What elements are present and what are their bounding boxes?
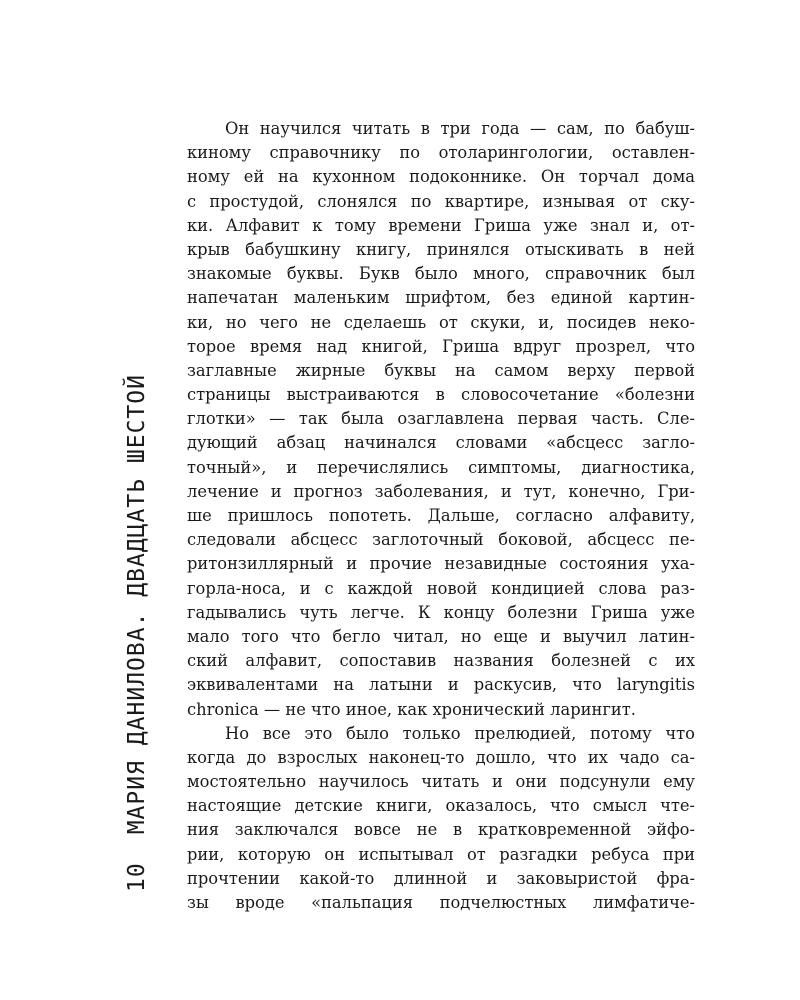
text-line: ному ей на кухонном подоконнике. Он торчал дома bbox=[187, 167, 695, 187]
text-line: дующий абзац начинался словами «абсцесс загло- bbox=[187, 433, 695, 453]
text-line: гадывались чуть легче. К концу болезни Гриша уже bbox=[187, 602, 695, 622]
text-line: лечение и прогноз заболевания, и тут, конечно, Гри- bbox=[187, 481, 695, 501]
text-line: рии, которую он испытывал от разгадки ребуса при bbox=[187, 844, 695, 864]
text-line: страницы выстраиваются в словосочетание «болезни bbox=[187, 385, 695, 405]
text-line: с простудой, слонялся по квартире, изнывая от ску- bbox=[187, 191, 695, 211]
text-line: когда до взрослых наконец-то дошло, что их чадо са- bbox=[187, 747, 695, 767]
text-line: Но все это было только прелюдией, потому что bbox=[225, 723, 695, 743]
text-line: зы вроде «пальпация подчелюстных лимфатиче- bbox=[187, 893, 695, 912]
text-line: мостоятельно научилось читать и они подсунули ему bbox=[187, 772, 695, 792]
text-line: глотки» — так была озаглавлена первая часть. Сле- bbox=[187, 409, 695, 429]
text-line: торое время над книгой, Гриша вдруг прозрел, что bbox=[187, 336, 695, 356]
text-line: chronica — не что иное, как хронический ларингит. bbox=[187, 699, 636, 719]
text-line: ния заключался вовсе не в кратковременной эйфо- bbox=[187, 820, 695, 840]
text-line: мало того что бегло читал, но еще и выучил латин- bbox=[187, 626, 695, 646]
text-line: прочтении какой-то длинной и заковыристой фра- bbox=[187, 868, 695, 888]
text-line: ше пришлось попотеть. Дальше, согласно алфавиту, bbox=[187, 506, 695, 525]
text-line: настоящие детские книги, оказалось, что смысл чте- bbox=[187, 796, 695, 816]
text-line: Он научился читать в три года — сам, по бабуш- bbox=[225, 119, 695, 138]
text-line: киному справочнику по отоларингологии, оставлен- bbox=[187, 143, 695, 163]
text-line: заглавные жирные буквы на самом верху первой bbox=[187, 360, 695, 380]
page-number: 10 bbox=[124, 862, 150, 892]
text-line: напечатан маленьким шрифтом, без единой картин- bbox=[187, 288, 695, 308]
text-line: знакомые буквы. Букв было много, справочник был bbox=[187, 264, 695, 284]
text-line: точный», и перечислялись симптомы, диагностика, bbox=[187, 457, 695, 477]
text-line: следовали абсцесс заглоточный боковой, абсцесс пе- bbox=[187, 530, 695, 550]
running-head-author-title: МАРИЯ ДАНИЛОВА. ДВАДЦАТЬ ШЕСТОЙ bbox=[124, 374, 150, 835]
text-line: эквивалентами на латыни и раскусив, что laryngitis bbox=[187, 675, 695, 695]
text-line: ки, но чего не сделаешь от скуки, и, посидев неко- bbox=[187, 312, 695, 332]
text-line: горла-носа, и с каждой новой кондицией слова раз- bbox=[187, 578, 695, 598]
text-line: ки. Алфавит к тому времени Гриша уже знал и, от- bbox=[187, 215, 695, 235]
text-line: ский алфавит, сопоставив названия болезней с их bbox=[187, 651, 695, 671]
text-line: крыв бабушкину книгу, принялся отыскивать в ней bbox=[187, 239, 695, 259]
body-text bbox=[187, 117, 695, 915]
text-line: ритонзиллярный и прочие незавидные состояния уха- bbox=[187, 554, 695, 574]
vertical-running-header bbox=[117, 374, 157, 892]
